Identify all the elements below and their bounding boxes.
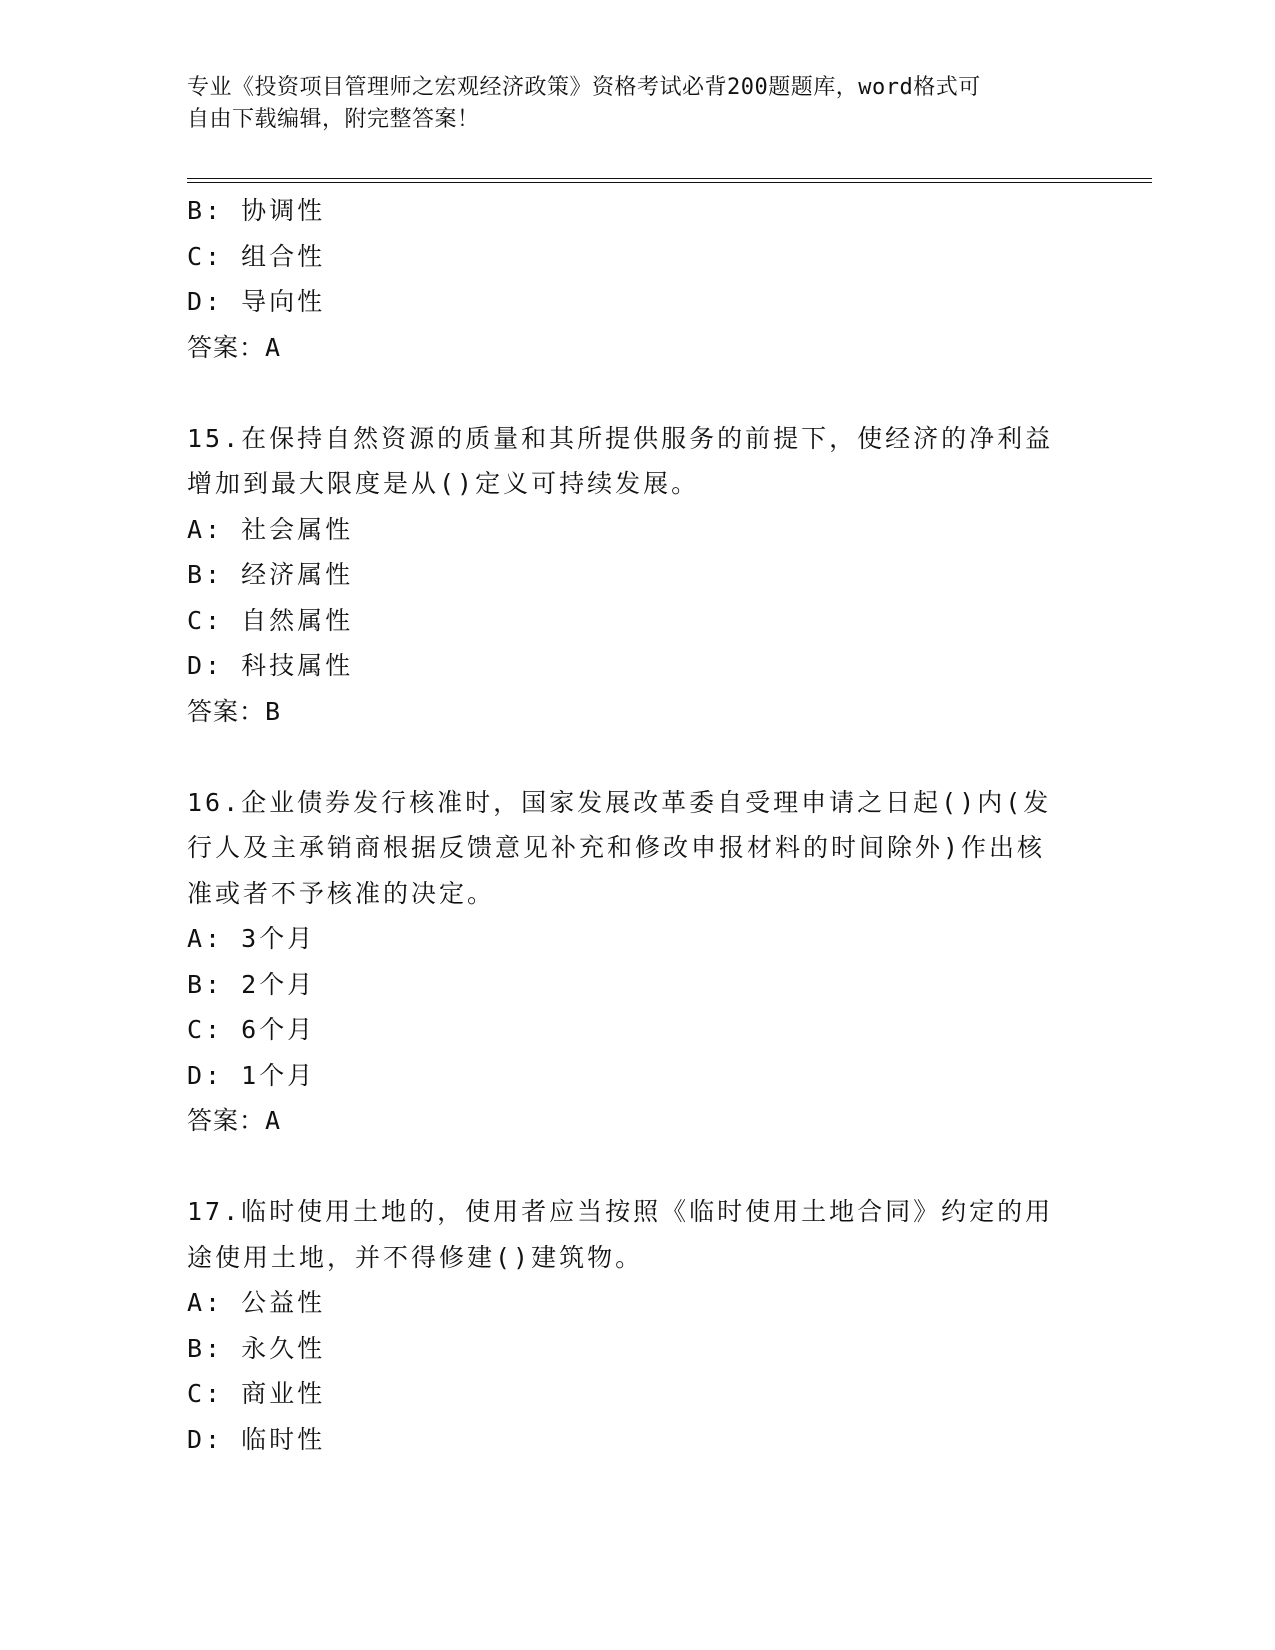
spacer (187, 1144, 1087, 1190)
option-a: A: 公益性 (187, 1288, 326, 1317)
header-divider-top (187, 178, 1152, 179)
option-a: A: 社会属性 (187, 514, 354, 544)
option-d: D: 1个月 (187, 1060, 316, 1090)
option-a: A: 3个月 (187, 924, 316, 953)
header-divider-bottom (187, 182, 1152, 183)
answer-line: 答案：B (187, 696, 282, 726)
option-b: B: 2个月 (187, 969, 316, 999)
question-text-line: 15.在保持自然资源的质量和其所提供服务的前提下，使经济的净利益 (187, 423, 1054, 453)
question-text-line: 准或者不予核准的决定。 (187, 878, 496, 908)
option-c: C: 自然属性 (187, 605, 354, 635)
spacer (187, 370, 1087, 416)
question-15 (187, 416, 1087, 735)
question-text-line: 途使用土地，并不得修建()建筑物。 (187, 1242, 644, 1272)
answer-line: 答案：A (187, 332, 282, 362)
document-header (187, 72, 1067, 136)
spacer (187, 734, 1087, 780)
option-d: D: 导向性 (187, 287, 326, 316)
answer-line: 答案：A (187, 1106, 282, 1135)
previous-question-tail (187, 188, 1087, 370)
question-text-line: 17.临时使用土地的，使用者应当按照《临时使用土地合同》约定的用 (187, 1197, 1054, 1226)
option-d: D: 科技属性 (187, 651, 354, 680)
option-c: C: 组合性 (187, 241, 326, 271)
header-line-1: 专业《投资项目管理师之宏观经济政策》资格考试必背200题题库，word格式可 (187, 75, 981, 100)
question-text-line: 增加到最大限度是从()定义可持续发展。 (187, 469, 700, 498)
question-17 (187, 1189, 1087, 1462)
header-line-2: 自由下载编辑，附完整答案！ (187, 107, 480, 132)
option-b: B: 永久性 (187, 1333, 326, 1363)
option-c: C: 6个月 (187, 1015, 316, 1044)
option-b: B: 经济属性 (187, 560, 354, 589)
question-list (187, 188, 1087, 1462)
question-text-line: 16.企业债券发行核准时，国家发展改革委自受理申请之日起()内(发 (187, 787, 1052, 817)
question-16 (187, 780, 1087, 1144)
option-c: C: 商业性 (187, 1379, 326, 1408)
option-b: B: 协调性 (187, 196, 326, 225)
option-d: D: 临时性 (187, 1424, 326, 1454)
question-text-line: 行人及主承销商根据反馈意见补充和修改申报材料的时间除外)作出核 (187, 833, 1046, 862)
